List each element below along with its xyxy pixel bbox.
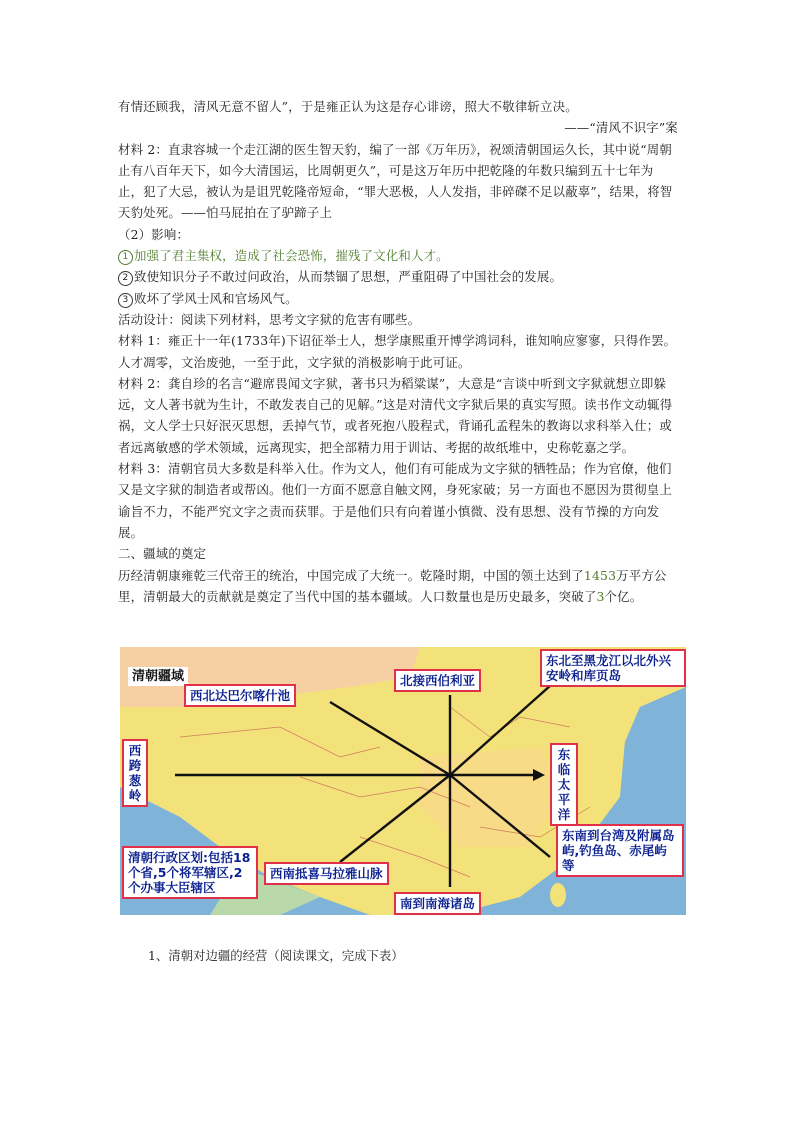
label-south: 南到南海诸岛: [394, 892, 481, 915]
effect-item: 3 败坏了学风士风和官场风气。: [118, 288, 678, 309]
number-badge: 3: [118, 293, 133, 308]
qing-territory-map: [120, 647, 686, 915]
table-caption: 1、清朝对边疆的经营（阅读课文，完成下表）: [148, 948, 404, 963]
paragraph: 材料 3：清朝官员大多数是科举入仕。作为文人，他们有可能成为文字狱的牺牲品；作为官僚，他们又是文字狱的制造者或帮凶。他们一方面不愿意自触文网，身死家破；另一方面也不愿因为贯彻皇上谕旨不力，不能严究文字之责而获罪。于是他们只有向着谨小慎微、没有思想、没有节操的方向发展。: [118, 461, 672, 540]
label-north: 北接西伯利亚: [394, 669, 481, 692]
paragraph: 活动设计：阅读下列材料，思考文字狱的危害有哪些。: [118, 311, 421, 327]
label-northwest: 西北达巴尔喀什池: [184, 684, 296, 707]
label-west: 西跨葱岭: [122, 739, 148, 807]
label-east: 东临太平洋: [550, 743, 578, 826]
effect-item: 1 加强了君主集权，造成了社会恐怖，摧残了文化和人才。: [118, 245, 678, 266]
label-southwest: 西南抵喜马拉雅山脉: [264, 862, 389, 885]
paragraph: 材料 1：雍正十一年(1733年)下诏征举士人，想学康熙重开博学鸿词科，谁知响应寥寥，只得作罢。人才凋零，文治废弛，一至于此，文字狱的消极影响于此可证。: [118, 333, 677, 370]
section-heading: 二、疆域的奠定: [118, 546, 207, 562]
section-heading: （2）影响：: [118, 226, 190, 242]
source-note: ——“清风不识字”案: [564, 120, 678, 136]
paragraph: 历经清朝康雍乾三代帝王的统治，中国完成了大统一。乾隆时期，中国的领土达到了1453万平方公里，清朝最大的贡献就是奠定了当代中国的基本疆域。人口数量也是历史最多，突破了3个亿。: [118, 567, 667, 604]
number-badge: 2: [118, 271, 133, 286]
effect-item: 2 致使知识分子不敢过问政治，从而禁锢了思想，严重阻碍了中国社会的发展。: [118, 266, 678, 287]
label-southeast: 东南到台湾及附属岛屿,钓鱼岛、赤尾屿等: [556, 824, 684, 877]
number-badge: 1: [118, 250, 133, 265]
document-body: [118, 96, 678, 607]
map-title: 清朝疆域: [128, 667, 188, 686]
paragraph: 材料 2：直隶容城一个走江湖的医生智天豹，编了一部《万年历》，祝颂清朝国运久长，其中说“周朝止有八百年天下，如今大清国运，比周朝更久”，可是这万年历中把乾隆的年数只编到五十七年为止，犯了大忌，被认为是诅咒乾隆帝短命，“罪大恶极，人人发指，非碎磔不足以蔽辜”，结果，将智天豹处死。——怕马屁拍在了驴蹄子上: [118, 141, 673, 221]
paragraph: 有情还顾我，清风无意不留人”，于是雍正认为这是存心诽谤，照大不敬律斩立决。: [118, 99, 578, 114]
label-northeast: 东北至黑龙江以北外兴安岭和库页岛: [540, 649, 686, 687]
label-admin-divisions: 清朝行政区划:包括18个省,5个将军辖区,2个办事大臣辖区: [122, 846, 258, 899]
paragraph: 材料 2：龚自珍的名言“避席畏闻文字狱，著书只为稻粱谋”，大意是“言谈中听到文字狱就想立即躲远，文人著书就为生计，不敢发表自己的见解。”这是对清代文字狱后果的真实写照。读书作文动辄得祸，文人学士只好泯灭思想，丢掉气节，或者死抱八股程式，背诵孔孟程朱的教诲以求科举入仕；或者远离敏感的学术领域，远离现实，把全部精力用于训诂、考据的故纸堆中，史称乾嘉之学。: [118, 375, 673, 455]
